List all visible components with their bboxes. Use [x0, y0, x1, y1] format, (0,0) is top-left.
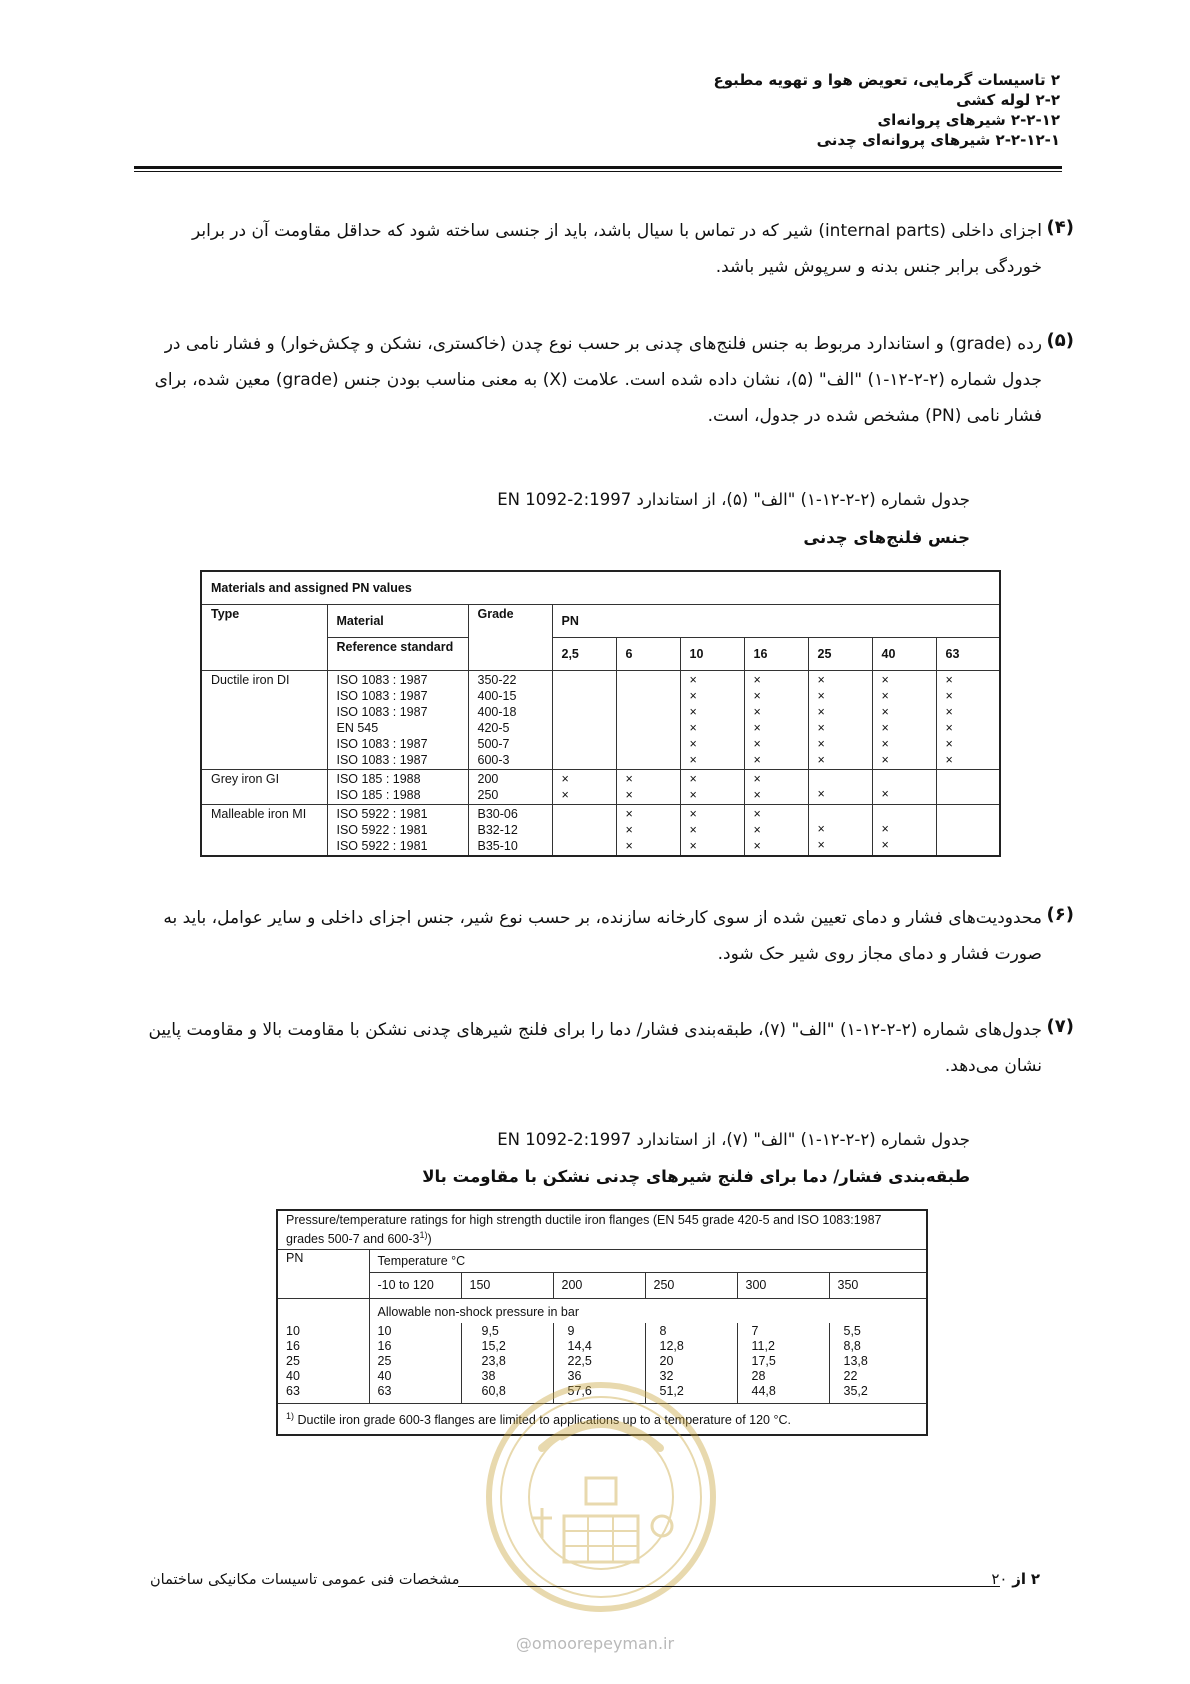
reference-standard-cell — [327, 770, 468, 805]
pn-value: 40 — [286, 1369, 300, 1384]
pn-mark: × — [625, 807, 633, 821]
pn-mark: × — [689, 721, 697, 735]
pressure-value: 51,2 — [659, 1384, 684, 1399]
pn-mark — [626, 702, 671, 717]
pn-mark — [946, 771, 991, 786]
pn-mark: × — [689, 753, 697, 767]
pn-mark — [946, 786, 991, 801]
grade-cell — [468, 805, 552, 857]
pn-header: 63 — [936, 638, 1000, 671]
pn-mark — [562, 821, 607, 836]
pn-value: 25 — [286, 1354, 300, 1369]
pn-mark: × — [881, 838, 889, 852]
paragraph-text: محدودیت‌های فشار و دمای تعیین شده از سوی کارخانه سازنده، بر حسب نوع شیر، جنس اجزای داخلی و سایر عوامل، باید به صورت فشار و دمای مجاز روی شیر حک شود. — [163, 908, 1042, 964]
footnote-marker: 1) — [286, 1411, 295, 1422]
pn-mark-cell — [552, 770, 616, 805]
header-rule — [134, 166, 1062, 169]
pn-mark — [562, 672, 607, 687]
pn-mark — [946, 836, 991, 851]
table-title: Materials and assigned PN values — [201, 571, 1000, 605]
pn-header: 2,5 — [552, 638, 616, 671]
pressure-value: 9,5 — [481, 1324, 499, 1339]
pressure-value: 17,5 — [751, 1354, 776, 1369]
pn-mark: × — [817, 822, 825, 836]
pn-mark — [562, 702, 607, 717]
header-rule-thin — [134, 171, 1062, 172]
pressure-column — [829, 1323, 927, 1404]
pn-mark: × — [625, 823, 633, 837]
pn-mark: × — [689, 772, 697, 786]
pn-mark-cell — [872, 671, 936, 770]
reference-standard: EN 545 — [336, 721, 379, 735]
reference-standard-cell — [327, 805, 468, 857]
pn-mark: × — [881, 673, 889, 687]
watermark-text: @omoorepeyman.ir — [515, 1634, 675, 1653]
pn-mark: × — [881, 689, 889, 703]
pressure-value: 25 — [377, 1354, 392, 1369]
pressure-value: 14,4 — [567, 1339, 592, 1354]
temperature-header: 150 — [461, 1273, 553, 1299]
pn-mark: × — [753, 673, 761, 687]
footer-title: مشخصات فنی عمومی تاسیسات مکانیکی ساختمان — [150, 1572, 460, 1588]
column-header-material: Material — [327, 605, 468, 638]
paragraph-number: (۶) — [1046, 904, 1074, 925]
pressure-value: 38 — [481, 1369, 496, 1384]
pressure-value: 23,8 — [481, 1354, 506, 1369]
pn-mark: × — [881, 822, 889, 836]
column-header-type: Type — [201, 605, 327, 671]
pn-mark: × — [625, 772, 633, 786]
pressure-value: 22 — [843, 1369, 858, 1384]
pressure-value: 8,8 — [843, 1339, 861, 1354]
pn-mark — [562, 806, 607, 821]
pressure-column — [737, 1323, 829, 1404]
pn-mark — [946, 806, 991, 821]
pn-value: 16 — [286, 1339, 300, 1354]
pn-mark — [562, 687, 607, 702]
pn-mark: × — [881, 705, 889, 719]
pn-mark-cell — [552, 805, 616, 857]
temperature-header: 350 — [829, 1273, 927, 1299]
pn-mark: × — [561, 788, 569, 802]
pn-mark — [882, 771, 927, 786]
pn-mark-cell — [808, 805, 872, 857]
material-type: Ductile iron DI — [201, 671, 327, 770]
pn-column — [277, 1323, 369, 1404]
pn-mark — [562, 732, 607, 747]
page-number — [991, 1570, 1040, 1588]
pn-mark: × — [753, 737, 761, 751]
pn-mark — [818, 806, 863, 821]
material-type: Malleable iron MI — [201, 805, 327, 857]
grade: B30-06 — [477, 807, 518, 821]
pn-mark: × — [945, 721, 953, 735]
pn-mark-cell — [744, 805, 808, 857]
table-caption: جدول شماره (۲-۲-۱۲-۱) "الف" (۵)، از استاندارد EN 1092-2:1997 — [497, 490, 970, 509]
pressure-value: 13,8 — [843, 1354, 868, 1369]
pn-mark-cell — [680, 770, 744, 805]
paragraph-text: جدول‌های شماره (۲-۲-۱۲-۱) "الف" (۷)، طبقه‌بندی فشار/ دما را برای فلنج شیرهای چدنی نشکن با مقاومت بالا و مقاومت پایین نشان می‌دهد. — [148, 1020, 1042, 1076]
pressure-value: 32 — [659, 1369, 674, 1384]
pn-mark: × — [689, 823, 697, 837]
pressure-value: 60,8 — [481, 1384, 506, 1399]
paragraph-text: اجزای داخلی (internal parts) شیر که در تماس با سیال باشد، باید از جنسی ساخته شود که حداقل مقاومت آن در برابر خوردگی برابر جنس بدنه و سرپوش شیر باشد. — [192, 221, 1042, 277]
pn-mark-cell — [872, 805, 936, 857]
pn-mark: × — [753, 839, 761, 853]
pn-value: 10 — [286, 1324, 300, 1339]
footnote-text: Ductile iron grade 600-3 flanges are limited to applications up to a temperature of 120 °C. — [294, 1413, 791, 1428]
pn-mark-cell — [616, 671, 680, 770]
grade: 400-15 — [477, 689, 517, 703]
pn-mark-cell — [680, 671, 744, 770]
pn-mark — [562, 747, 607, 762]
pn-mark — [626, 732, 671, 747]
pressure-value: 57,6 — [567, 1384, 592, 1399]
grade: B32-12 — [477, 823, 518, 837]
pn-mark: × — [689, 839, 697, 853]
grade: 400-18 — [477, 705, 517, 719]
footer-rule — [458, 1586, 1000, 1587]
reference-standard: ISO 1083 : 1987 — [336, 673, 428, 687]
temperature-header: 200 — [553, 1273, 645, 1299]
paragraph-number: (۵) — [1046, 330, 1074, 351]
table-title-text: Pressure/temperature ratings for high strength ductile iron flanges (EN 545 grade 420-5 and ISO 1083:1987 grades 500-7 and 600-3 — [286, 1213, 882, 1247]
header-chapter: ۲ تاسیسات گرمایی، تعویض هوا و تهویه مطبوع — [713, 71, 1060, 89]
pn-mark-cell — [680, 805, 744, 857]
pn-mark: × — [881, 737, 889, 751]
pn-mark — [562, 836, 607, 851]
grade-cell — [468, 671, 552, 770]
reference-standard: ISO 1083 : 1987 — [336, 753, 428, 767]
footnote-marker: 1) — [419, 1230, 428, 1240]
pn-mark: × — [753, 705, 761, 719]
pn-mark: × — [817, 787, 825, 801]
column-header-reference: Reference standard — [327, 638, 468, 671]
pn-mark — [562, 717, 607, 732]
pn-header: 10 — [680, 638, 744, 671]
pressure-value: 44,8 — [751, 1384, 776, 1399]
pressure-value: 8 — [659, 1324, 667, 1339]
pressure-value: 10 — [377, 1324, 392, 1339]
pn-mark-cell — [552, 671, 616, 770]
pn-header: 6 — [616, 638, 680, 671]
paragraph-number: (۴) — [1046, 217, 1074, 238]
grade: 200 — [477, 772, 499, 786]
pressure-value: 35,2 — [843, 1384, 868, 1399]
allowable-pressure-label: Allowable non-shock pressure in bar — [369, 1299, 927, 1324]
pn-mark-cell — [936, 805, 1000, 857]
pressure-value: 28 — [751, 1369, 766, 1384]
pn-mark: × — [689, 673, 697, 687]
pn-header: 16 — [744, 638, 808, 671]
pn-mark: × — [753, 772, 761, 786]
pn-mark — [818, 771, 863, 786]
grade-cell — [468, 770, 552, 805]
grade: B35-10 — [477, 839, 518, 853]
pn-mark: × — [881, 721, 889, 735]
material-group-row — [201, 770, 1000, 805]
pn-mark — [946, 821, 991, 836]
pn-mark: × — [817, 737, 825, 751]
pn-mark: × — [689, 788, 697, 802]
column-header-grade: Grade — [468, 605, 552, 671]
pressure-value: 20 — [659, 1354, 674, 1369]
pn-mark: × — [945, 753, 953, 767]
pn-mark: × — [753, 788, 761, 802]
table-caption: جدول شماره (۲-۲-۱۲-۱) "الف" (۷)، از استاندارد EN 1092-2:1997 — [497, 1130, 970, 1149]
pn-mark: × — [945, 689, 953, 703]
grade: 350-22 — [477, 673, 517, 687]
grade: 600-3 — [477, 753, 510, 767]
reference-standard: ISO 5922 : 1981 — [336, 807, 428, 821]
pn-mark: × — [881, 753, 889, 767]
pn-mark-cell — [936, 770, 1000, 805]
pn-header: 25 — [808, 638, 872, 671]
pressure-value: 7 — [751, 1324, 759, 1339]
pn-mark-cell — [808, 770, 872, 805]
column-header-temperature: Temperature °C — [369, 1250, 927, 1273]
pn-mark — [626, 717, 671, 732]
watermark-seal-icon — [482, 1378, 720, 1616]
pressure-column — [369, 1323, 461, 1404]
grade: 500-7 — [477, 737, 510, 751]
pressure-value: 16 — [377, 1339, 392, 1354]
pressure-value: 5,5 — [843, 1324, 861, 1339]
reference-standard: ISO 1083 : 1987 — [336, 705, 428, 719]
header-section: ۲-۲ لوله کشی — [956, 91, 1060, 109]
pn-mark: × — [753, 721, 761, 735]
pn-mark: × — [817, 673, 825, 687]
material-group-row — [201, 671, 1000, 770]
pn-mark: × — [625, 788, 633, 802]
material-type: Grey iron GI — [201, 770, 327, 805]
paragraph-text: رده (grade) و استاندارد مربوط به جنس فلنج‌های چدنی بر حسب نوع چدن (خاکستری، نشکن و چکش‌خوار) و فشار نامی در جدول شماره (۲-۲-۱۲-۱) "الف" (۵)، نشان داده شده است. علامت (X) به معنی مناسب بودن جنس (grade) معین شده، برای فشار نامی (PN) مشخص شده در جدول، است. — [154, 334, 1042, 426]
pn-value: 63 — [286, 1384, 300, 1399]
pn-mark-cell — [616, 770, 680, 805]
pn-mark: × — [817, 753, 825, 767]
pn-spacer — [277, 1299, 369, 1324]
pn-mark: × — [945, 673, 953, 687]
pn-mark: × — [753, 807, 761, 821]
pn-mark: × — [817, 705, 825, 719]
document-header — [360, 70, 1060, 150]
pn-mark-cell — [936, 671, 1000, 770]
pn-mark: × — [625, 839, 633, 853]
pn-mark: × — [945, 737, 953, 751]
table-subcaption: طبقه‌بندی فشار/ دما برای فلنج شیرهای چدنی نشکن با مقاومت بالا — [422, 1167, 970, 1186]
pn-mark: × — [817, 689, 825, 703]
pressure-value: 36 — [567, 1369, 582, 1384]
grade: 420-5 — [477, 721, 510, 735]
pn-mark-cell — [616, 805, 680, 857]
reference-standard: ISO 1083 : 1987 — [336, 689, 428, 703]
reference-standard: ISO 185 : 1988 — [336, 788, 421, 802]
pn-mark-cell — [872, 770, 936, 805]
materials-table — [200, 570, 1001, 857]
reference-standard: ISO 1083 : 1987 — [336, 737, 428, 751]
pn-mark: × — [753, 689, 761, 703]
temperature-header: 300 — [737, 1273, 829, 1299]
pressure-value: 11,2 — [751, 1339, 775, 1354]
pressure-value: 63 — [377, 1384, 392, 1399]
pn-mark: × — [753, 823, 761, 837]
grade: 250 — [477, 788, 499, 802]
reference-standard-cell — [327, 671, 468, 770]
pn-mark: × — [817, 721, 825, 735]
pn-mark: × — [881, 787, 889, 801]
reference-standard: ISO 185 : 1988 — [336, 772, 421, 786]
table-title-end: ) — [427, 1232, 432, 1247]
material-group-row — [201, 805, 1000, 857]
temperature-header: -10 to 120 — [369, 1273, 461, 1299]
pn-mark: × — [817, 838, 825, 852]
temperature-header: 250 — [645, 1273, 737, 1299]
pn-mark: × — [689, 689, 697, 703]
paragraph-number: (۷) — [1046, 1016, 1074, 1037]
page-of-label: از — [1012, 1570, 1027, 1588]
header-subsubsection: ۲-۲-۱۲-۱ شیرهای پروانه‌ای چدنی — [816, 131, 1060, 149]
pn-mark: × — [689, 737, 697, 751]
pn-mark: × — [753, 753, 761, 767]
table-title — [277, 1210, 927, 1250]
pressure-value: 22,5 — [567, 1354, 592, 1369]
pn-header: 40 — [872, 638, 936, 671]
pn-mark-cell — [744, 671, 808, 770]
table-subcaption: جنس فلنج‌های چدنی — [803, 528, 970, 547]
pressure-value: 40 — [377, 1369, 392, 1384]
pn-mark: × — [945, 705, 953, 719]
materials-table-body — [201, 671, 1000, 857]
pn-mark — [626, 687, 671, 702]
pn-mark: × — [689, 807, 697, 821]
column-header-pn: PN — [286, 1251, 304, 1266]
pressure-value: 12,8 — [659, 1339, 684, 1354]
pn-mark — [626, 747, 671, 762]
current-page: ۲ — [1030, 1570, 1040, 1588]
pn-mark: × — [561, 772, 569, 786]
header-subsection: ۲-۲-۱۲ شیرهای پروانه‌ای — [877, 111, 1060, 129]
pn-mark-cell — [744, 770, 808, 805]
reference-standard: ISO 5922 : 1981 — [336, 823, 428, 837]
total-pages: ۲۰ — [991, 1570, 1008, 1588]
pn-mark: × — [689, 705, 697, 719]
pn-mark — [626, 672, 671, 687]
reference-standard: ISO 5922 : 1981 — [336, 839, 428, 853]
pressure-value: 9 — [567, 1324, 575, 1339]
pressure-value: 15,2 — [481, 1339, 506, 1354]
pn-mark — [882, 806, 927, 821]
column-header-pn: PN — [552, 605, 1000, 638]
pn-mark-cell — [808, 671, 872, 770]
